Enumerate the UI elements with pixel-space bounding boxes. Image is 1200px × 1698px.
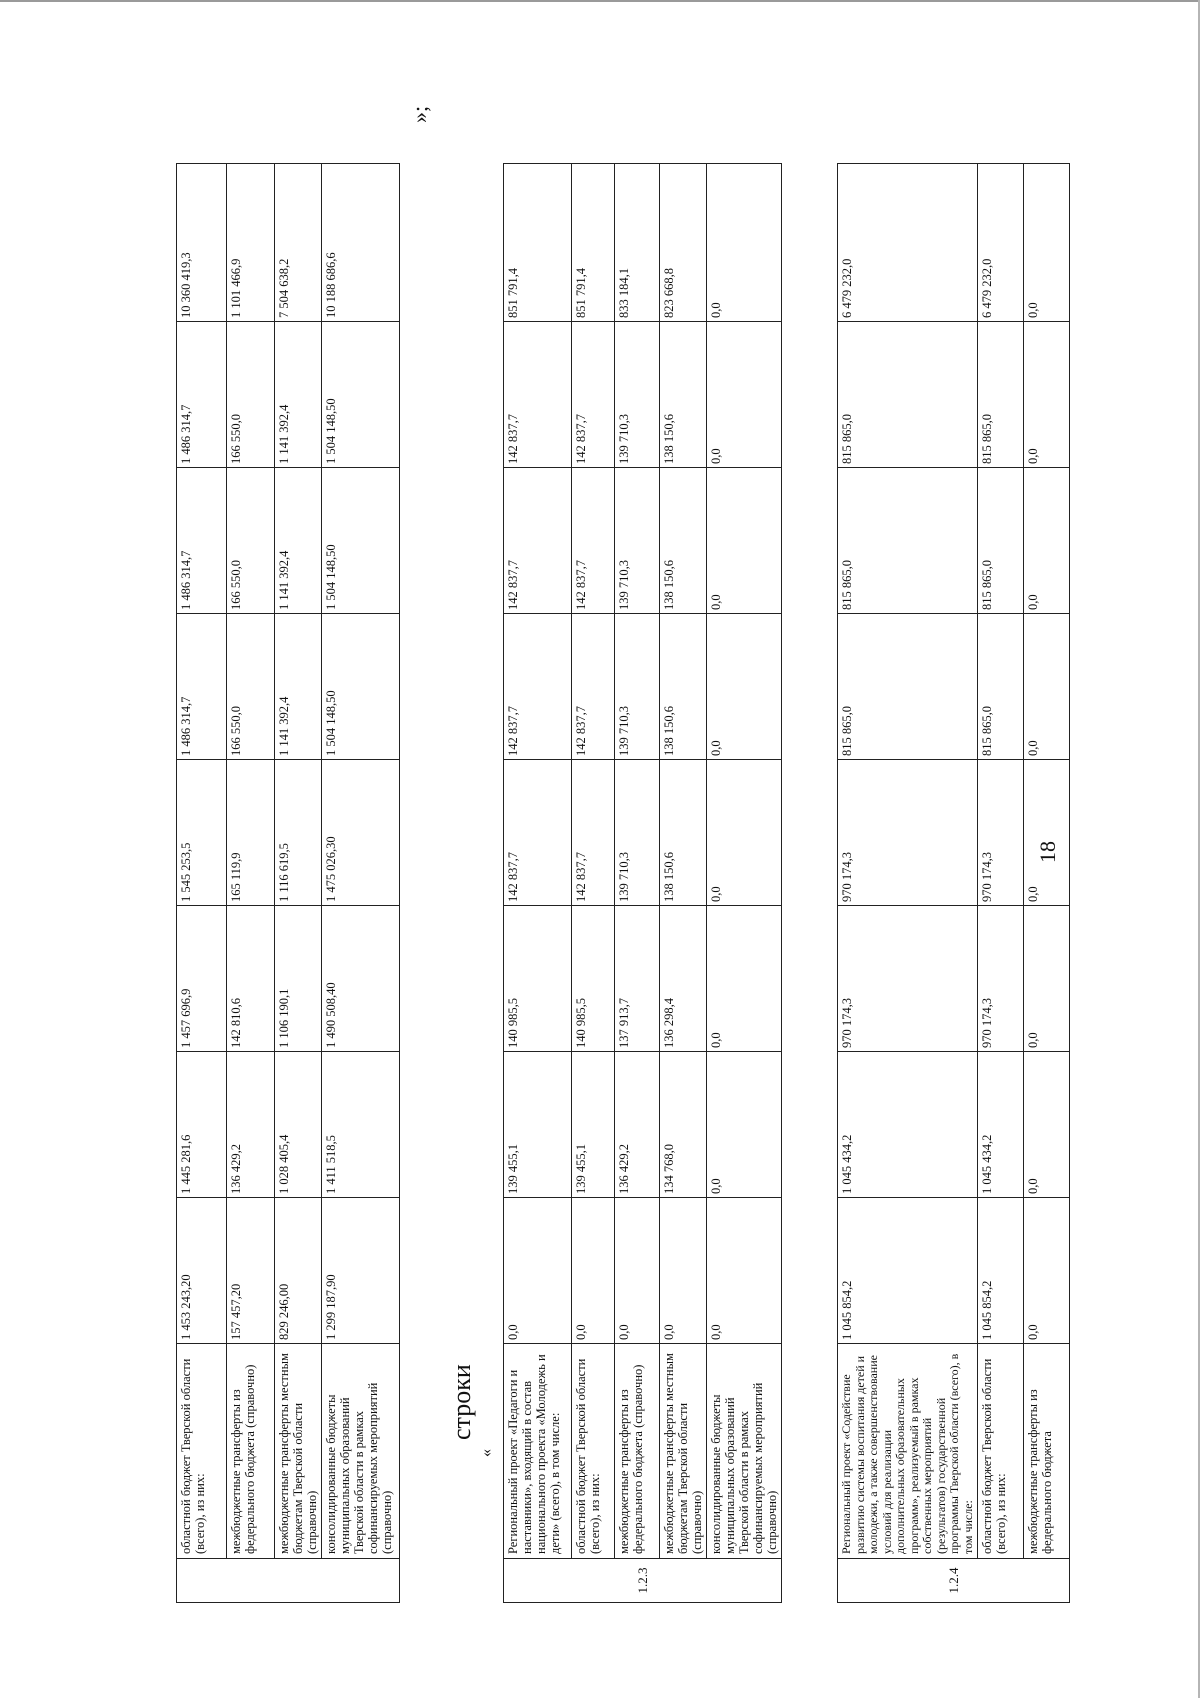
table-top-wrapper [176, 163, 400, 1603]
value-cell: 1 106 190,1 [275, 906, 322, 1052]
value-cell: 166 550,0 [227, 322, 275, 468]
value-cell: 851 791,4 [572, 164, 615, 322]
value-cell: 139 710,3 [615, 760, 660, 906]
value-cell: 166 550,0 [227, 468, 275, 614]
section-label: строки [447, 1364, 476, 1440]
value-cell: 0,0 [1024, 760, 1070, 906]
value-cell: 134 768,0 [660, 1052, 707, 1198]
value-cell: 0,0 [660, 1198, 707, 1344]
value-cell: 1 141 392,4 [275, 322, 322, 468]
row-label: межбюджетные трансферты местным бюджетам Тверской области (справочно) [660, 1344, 707, 1559]
value-cell: 0,0 [1024, 1052, 1070, 1198]
value-cell: 0,0 [707, 322, 782, 468]
row-label: областной бюджет Тверской области (всего), из них: [177, 1344, 227, 1559]
value-cell: 970 174,3 [978, 760, 1024, 906]
value-cell: 1 045 854,2 [838, 1198, 978, 1344]
row-label: Региональный проект «Содействие развитию системы воспитания детей и молодежи, а также совершенствование условий для реализации дополнительных образовательных программ», реализуемый в рамках собственных мероприятий (результатов) государственной программы Тверской области (всего), в том числе: [838, 1344, 978, 1559]
value-cell: 136 298,4 [660, 906, 707, 1052]
value-cell: 1 045 434,2 [978, 1052, 1024, 1198]
value-cell: 0,0 [707, 614, 782, 760]
table-mid [503, 163, 782, 1603]
value-cell: 142 837,7 [572, 322, 615, 468]
value-cell: 142 837,7 [504, 760, 572, 906]
table-bottom-wrapper [837, 163, 1070, 1603]
value-cell: 1 028 405,4 [275, 1052, 322, 1198]
value-cell: 1 545 253,5 [177, 760, 227, 906]
value-cell: 142 837,7 [504, 322, 572, 468]
value-cell: 823 668,8 [660, 164, 707, 322]
value-cell: 1 504 148,50 [322, 468, 400, 614]
value-cell: 136 429,2 [615, 1052, 660, 1198]
value-cell: 7 504 638,2 [275, 164, 322, 322]
row-label: межбюджетные трансферты из федерального бюджета [1024, 1344, 1070, 1559]
value-cell: 1 116 619,5 [275, 760, 322, 906]
page-number: 18 [1035, 841, 1060, 863]
value-cell: 138 150,6 [660, 760, 707, 906]
value-cell: 166 550,0 [227, 614, 275, 760]
value-cell: 139 710,3 [615, 322, 660, 468]
value-cell: 139 710,3 [615, 468, 660, 614]
value-cell: 6 479 232,0 [838, 164, 978, 322]
value-cell: 815 865,0 [838, 468, 978, 614]
value-cell: 970 174,3 [838, 906, 978, 1052]
value-cell: 142 837,7 [572, 468, 615, 614]
value-cell: 1 411 518,5 [322, 1052, 400, 1198]
closing-quote: »; [407, 105, 432, 123]
value-cell: 157 457,20 [227, 1198, 275, 1344]
value-cell: 0,0 [707, 906, 782, 1052]
value-cell: 139 455,1 [572, 1052, 615, 1198]
value-cell: 815 865,0 [978, 322, 1024, 468]
value-cell: 0,0 [504, 1198, 572, 1344]
table-row [177, 164, 227, 1603]
value-cell: 142 837,7 [572, 760, 615, 906]
value-cell: 6 479 232,0 [978, 164, 1024, 322]
table-row [838, 164, 978, 1603]
row-label: консолидированные бюджеты муниципальных образований Тверской области в рамках софинансируемых мероприятий (справочно) [322, 1344, 400, 1559]
value-cell: 0,0 [1024, 906, 1070, 1052]
row-code: 1.2.4 [838, 1559, 1070, 1603]
table-row [660, 164, 707, 1603]
row-label: областной бюджет Тверской области (всего), из них: [572, 1344, 615, 1559]
value-cell: 1 475 026,30 [322, 760, 400, 906]
table-bottom [837, 163, 1070, 1603]
row-label: консолидированные бюджеты муниципальных образований Тверской области в рамках софинансируемых мероприятий (справочно) [707, 1344, 782, 1559]
value-cell: 1 141 392,4 [275, 468, 322, 614]
value-cell: 10 188 686,6 [322, 164, 400, 322]
value-cell: 1 045 854,2 [978, 1198, 1024, 1344]
value-cell: 970 174,3 [978, 906, 1024, 1052]
table-row [615, 164, 660, 1603]
table-mid-wrapper [503, 163, 782, 1603]
value-cell: 815 865,0 [978, 468, 1024, 614]
row-label: межбюджетные трансферты из федерального бюджета (справочно) [227, 1344, 275, 1559]
value-cell: 1 101 466,9 [227, 164, 275, 322]
code-cell [177, 1559, 400, 1603]
table-row [1024, 164, 1070, 1603]
value-cell: 0,0 [1024, 322, 1070, 468]
value-cell: 1 504 148,50 [322, 614, 400, 760]
table-row [227, 164, 275, 1603]
table-row [275, 164, 322, 1603]
value-cell: 142 810,6 [227, 906, 275, 1052]
value-cell: 136 429,2 [227, 1052, 275, 1198]
value-cell: 833 184,1 [615, 164, 660, 322]
row-label: межбюджетные трансферты местным бюджетам Тверской области (справочно) [275, 1344, 322, 1559]
value-cell: 1 445 281,6 [177, 1052, 227, 1198]
value-cell: 829 246,00 [275, 1198, 322, 1344]
table-row [322, 164, 400, 1603]
value-cell: 815 865,0 [838, 322, 978, 468]
value-cell: 142 837,7 [572, 614, 615, 760]
value-cell: 0,0 [707, 164, 782, 322]
value-cell: 0,0 [1024, 1198, 1070, 1344]
value-cell: 1 457 696,9 [177, 906, 227, 1052]
value-cell: 139 710,3 [615, 614, 660, 760]
value-cell: 142 837,7 [504, 614, 572, 760]
table-row [572, 164, 615, 1603]
table-row [978, 164, 1024, 1603]
value-cell: 1 299 187,90 [322, 1198, 400, 1344]
value-cell: 140 985,5 [572, 906, 615, 1052]
value-cell: 1 486 314,7 [177, 468, 227, 614]
value-cell: 1 453 243,20 [177, 1198, 227, 1344]
value-cell: 0,0 [1024, 164, 1070, 322]
value-cell: 851 791,4 [504, 164, 572, 322]
value-cell: 1 504 148,50 [322, 322, 400, 468]
value-cell: 1 490 508,40 [322, 906, 400, 1052]
table-row [707, 164, 782, 1603]
value-cell: 142 837,7 [504, 468, 572, 614]
value-cell: 0,0 [707, 1198, 782, 1344]
value-cell: 140 985,5 [504, 906, 572, 1052]
value-cell: 165 119,9 [227, 760, 275, 906]
table-top [176, 163, 400, 1603]
value-cell: 1 486 314,7 [177, 322, 227, 468]
value-cell: 0,0 [707, 760, 782, 906]
value-cell: 0,0 [707, 468, 782, 614]
row-code: 1.2.3 [504, 1559, 782, 1603]
row-label: межбюджетные трансферты из федерального бюджета (справочно) [615, 1344, 660, 1559]
value-cell: 0,0 [1024, 468, 1070, 614]
row-label: областной бюджет Тверской области (всего), из них: [978, 1344, 1024, 1559]
value-cell: 0,0 [707, 1052, 782, 1198]
value-cell: 1 141 392,4 [275, 614, 322, 760]
value-cell: 1 486 314,7 [177, 614, 227, 760]
value-cell: 970 174,3 [838, 760, 978, 906]
value-cell: 0,0 [572, 1198, 615, 1344]
value-cell: 1 045 434,2 [838, 1052, 978, 1198]
value-cell: 138 150,6 [660, 468, 707, 614]
value-cell: 138 150,6 [660, 322, 707, 468]
value-cell: 0,0 [615, 1198, 660, 1344]
value-cell: 139 455,1 [504, 1052, 572, 1198]
value-cell: 138 150,6 [660, 614, 707, 760]
value-cell: 0,0 [1024, 614, 1070, 760]
opening-quote: « [478, 1449, 495, 1457]
row-label: Региональный проект «Педагоги и наставники», входящий в состав национального проекта «Молодежь и дети» (всего), в том числе: [504, 1344, 572, 1559]
value-cell: 10 360 419,3 [177, 164, 227, 322]
table-row [504, 164, 572, 1603]
value-cell: 815 865,0 [838, 614, 978, 760]
value-cell: 137 913,7 [615, 906, 660, 1052]
value-cell: 815 865,0 [978, 614, 1024, 760]
